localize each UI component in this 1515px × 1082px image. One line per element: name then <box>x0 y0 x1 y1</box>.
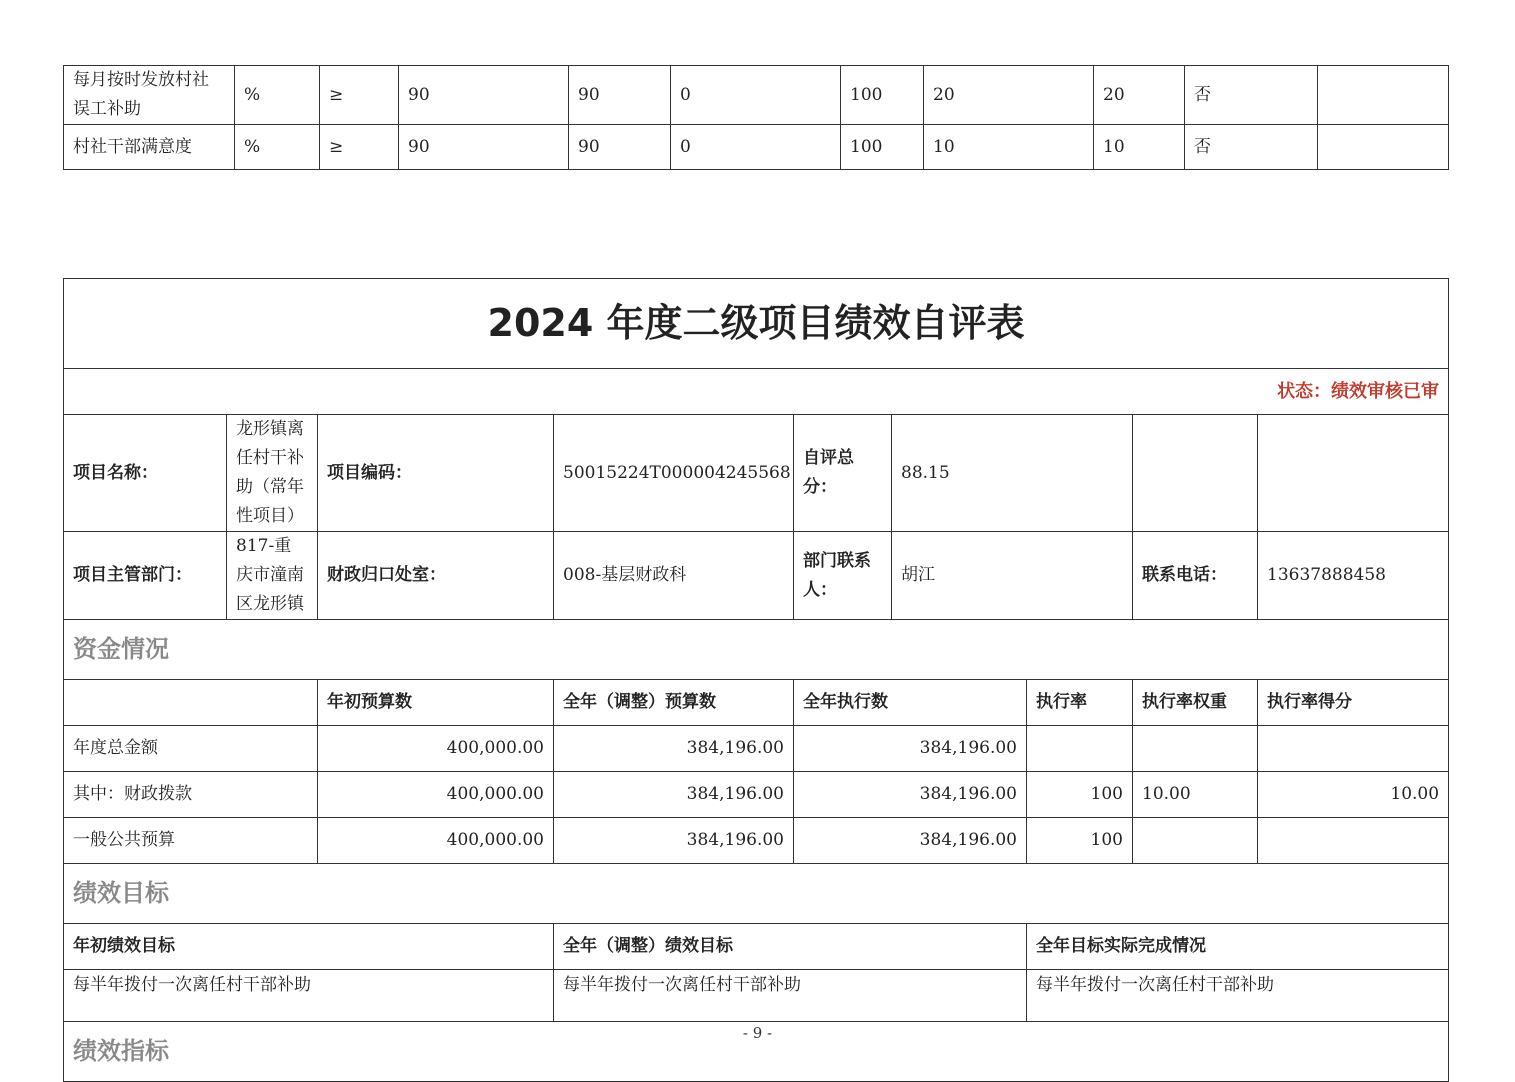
department-info-row <box>64 532 1449 620</box>
indicator-score: 20 <box>1094 66 1185 125</box>
funds-row-label: 年度总金额 <box>64 726 318 772</box>
funds-cell: 384,196.00 <box>794 726 1027 772</box>
indicator-operator: ≥ <box>320 66 399 125</box>
funds-cell: 384,196.00 <box>794 772 1027 818</box>
funds-section-row <box>64 620 1449 680</box>
funds-header: 年初预算数 <box>318 680 554 726</box>
dept-label: 项目主管部门： <box>64 532 227 620</box>
goals-header: 全年目标实际完成情况 <box>1027 924 1449 970</box>
funds-cell: 384,196.00 <box>554 818 794 864</box>
goals-value: 每半年拨付一次离任村干部补助 <box>64 970 554 1022</box>
indicator-target: 90 <box>399 125 569 170</box>
funds-header: 执行率 <box>1027 680 1133 726</box>
empty-cell <box>1133 415 1258 532</box>
indicator-continuation-table <box>63 65 1449 170</box>
funds-row-label: 一般公共预算 <box>64 818 318 864</box>
indicator-unit: % <box>235 66 320 125</box>
funds-cell <box>1027 726 1133 772</box>
indicator-note <box>1318 66 1449 125</box>
funds-header: 全年执行数 <box>794 680 1027 726</box>
finance-value: 008-基层财政科 <box>554 532 794 620</box>
status-badge: 状态：绩效审核已审 <box>64 369 1449 415</box>
funds-cell: 10.00 <box>1258 772 1449 818</box>
contact-value: 胡江 <box>892 532 1133 620</box>
goals-value: 每半年拨付一次离任村干部补助 <box>1027 970 1449 1022</box>
funds-header <box>64 680 318 726</box>
funds-cell <box>1133 818 1258 864</box>
funds-cell <box>1258 818 1449 864</box>
self-evaluation-form <box>63 278 1449 1082</box>
indicator-note <box>1318 125 1449 170</box>
indicator-target: 90 <box>399 66 569 125</box>
indicator-weight: 20 <box>924 66 1094 125</box>
funds-header: 执行率权重 <box>1133 680 1258 726</box>
page-number: - 9 - <box>742 1024 773 1042</box>
phone-value: 13637888458 <box>1258 532 1449 620</box>
project-name-label: 项目名称： <box>64 415 227 532</box>
goals-section-row <box>64 864 1449 924</box>
funds-section-title: 资金情况 <box>64 620 1449 680</box>
funds-cell: 400,000.00 <box>318 818 554 864</box>
indicator-actual: 90 <box>569 66 671 125</box>
project-name-value: 龙形镇离任村干补助（常年性项目） <box>227 415 318 532</box>
project-code-value: 50015224T000004245568 <box>554 415 794 532</box>
funds-cell: 400,000.00 <box>318 772 554 818</box>
table-row <box>64 66 1449 125</box>
finance-label: 财政归口处室： <box>318 532 554 620</box>
indicators-section-title: 绩效指标 <box>64 1022 1449 1082</box>
goals-value: 每半年拨付一次离任村干部补助 <box>554 970 1027 1022</box>
empty-cell <box>1258 415 1449 532</box>
funds-header-row <box>64 680 1449 726</box>
goals-header: 年初绩效目标 <box>64 924 554 970</box>
indicator-actual: 90 <box>569 125 671 170</box>
indicator-weight: 10 <box>924 125 1094 170</box>
funds-cell: 384,196.00 <box>554 726 794 772</box>
funds-cell: 10.00 <box>1133 772 1258 818</box>
funds-header: 执行率得分 <box>1258 680 1449 726</box>
funds-row-label: 其中：财政拨款 <box>64 772 318 818</box>
goals-section-title: 绩效目标 <box>64 864 1449 924</box>
table-row <box>64 818 1449 864</box>
goals-header: 全年（调整）绩效目标 <box>554 924 1027 970</box>
table-row <box>64 772 1449 818</box>
funds-cell: 100 <box>1027 772 1133 818</box>
funds-cell: 100 <box>1027 818 1133 864</box>
contact-label: 部门联系人： <box>794 532 892 620</box>
indicator-name: 每月按时发放村社误工补助 <box>64 66 235 125</box>
funds-cell <box>1133 726 1258 772</box>
goals-value-row <box>64 970 1449 1022</box>
title-row <box>64 279 1449 369</box>
funds-header: 全年（调整）预算数 <box>554 680 794 726</box>
form-title: 2024 年度二级项目绩效自评表 <box>64 279 1449 369</box>
funds-cell: 384,196.00 <box>794 818 1027 864</box>
project-code-label: 项目编码： <box>318 415 554 532</box>
funds-cell: 400,000.00 <box>318 726 554 772</box>
dept-value: 817-重庆市潼南区龙形镇 <box>227 532 318 620</box>
table-row <box>64 125 1449 170</box>
self-score-value: 88.15 <box>892 415 1133 532</box>
indicator-flag: 否 <box>1185 125 1318 170</box>
table-row <box>64 726 1449 772</box>
indicator-rate: 100 <box>841 66 924 125</box>
funds-cell <box>1258 726 1449 772</box>
indicator-unit: % <box>235 125 320 170</box>
indicator-rate: 100 <box>841 125 924 170</box>
indicator-operator: ≥ <box>320 125 399 170</box>
indicator-flag: 否 <box>1185 66 1318 125</box>
goals-header-row <box>64 924 1449 970</box>
indicator-deviation: 0 <box>671 125 841 170</box>
indicator-deviation: 0 <box>671 66 841 125</box>
phone-label: 联系电话： <box>1133 532 1258 620</box>
self-score-label: 自评总分： <box>794 415 892 532</box>
project-info-row <box>64 415 1449 532</box>
indicator-name: 村社干部满意度 <box>64 125 235 170</box>
indicator-score: 10 <box>1094 125 1185 170</box>
status-row <box>64 369 1449 415</box>
funds-cell: 384,196.00 <box>554 772 794 818</box>
